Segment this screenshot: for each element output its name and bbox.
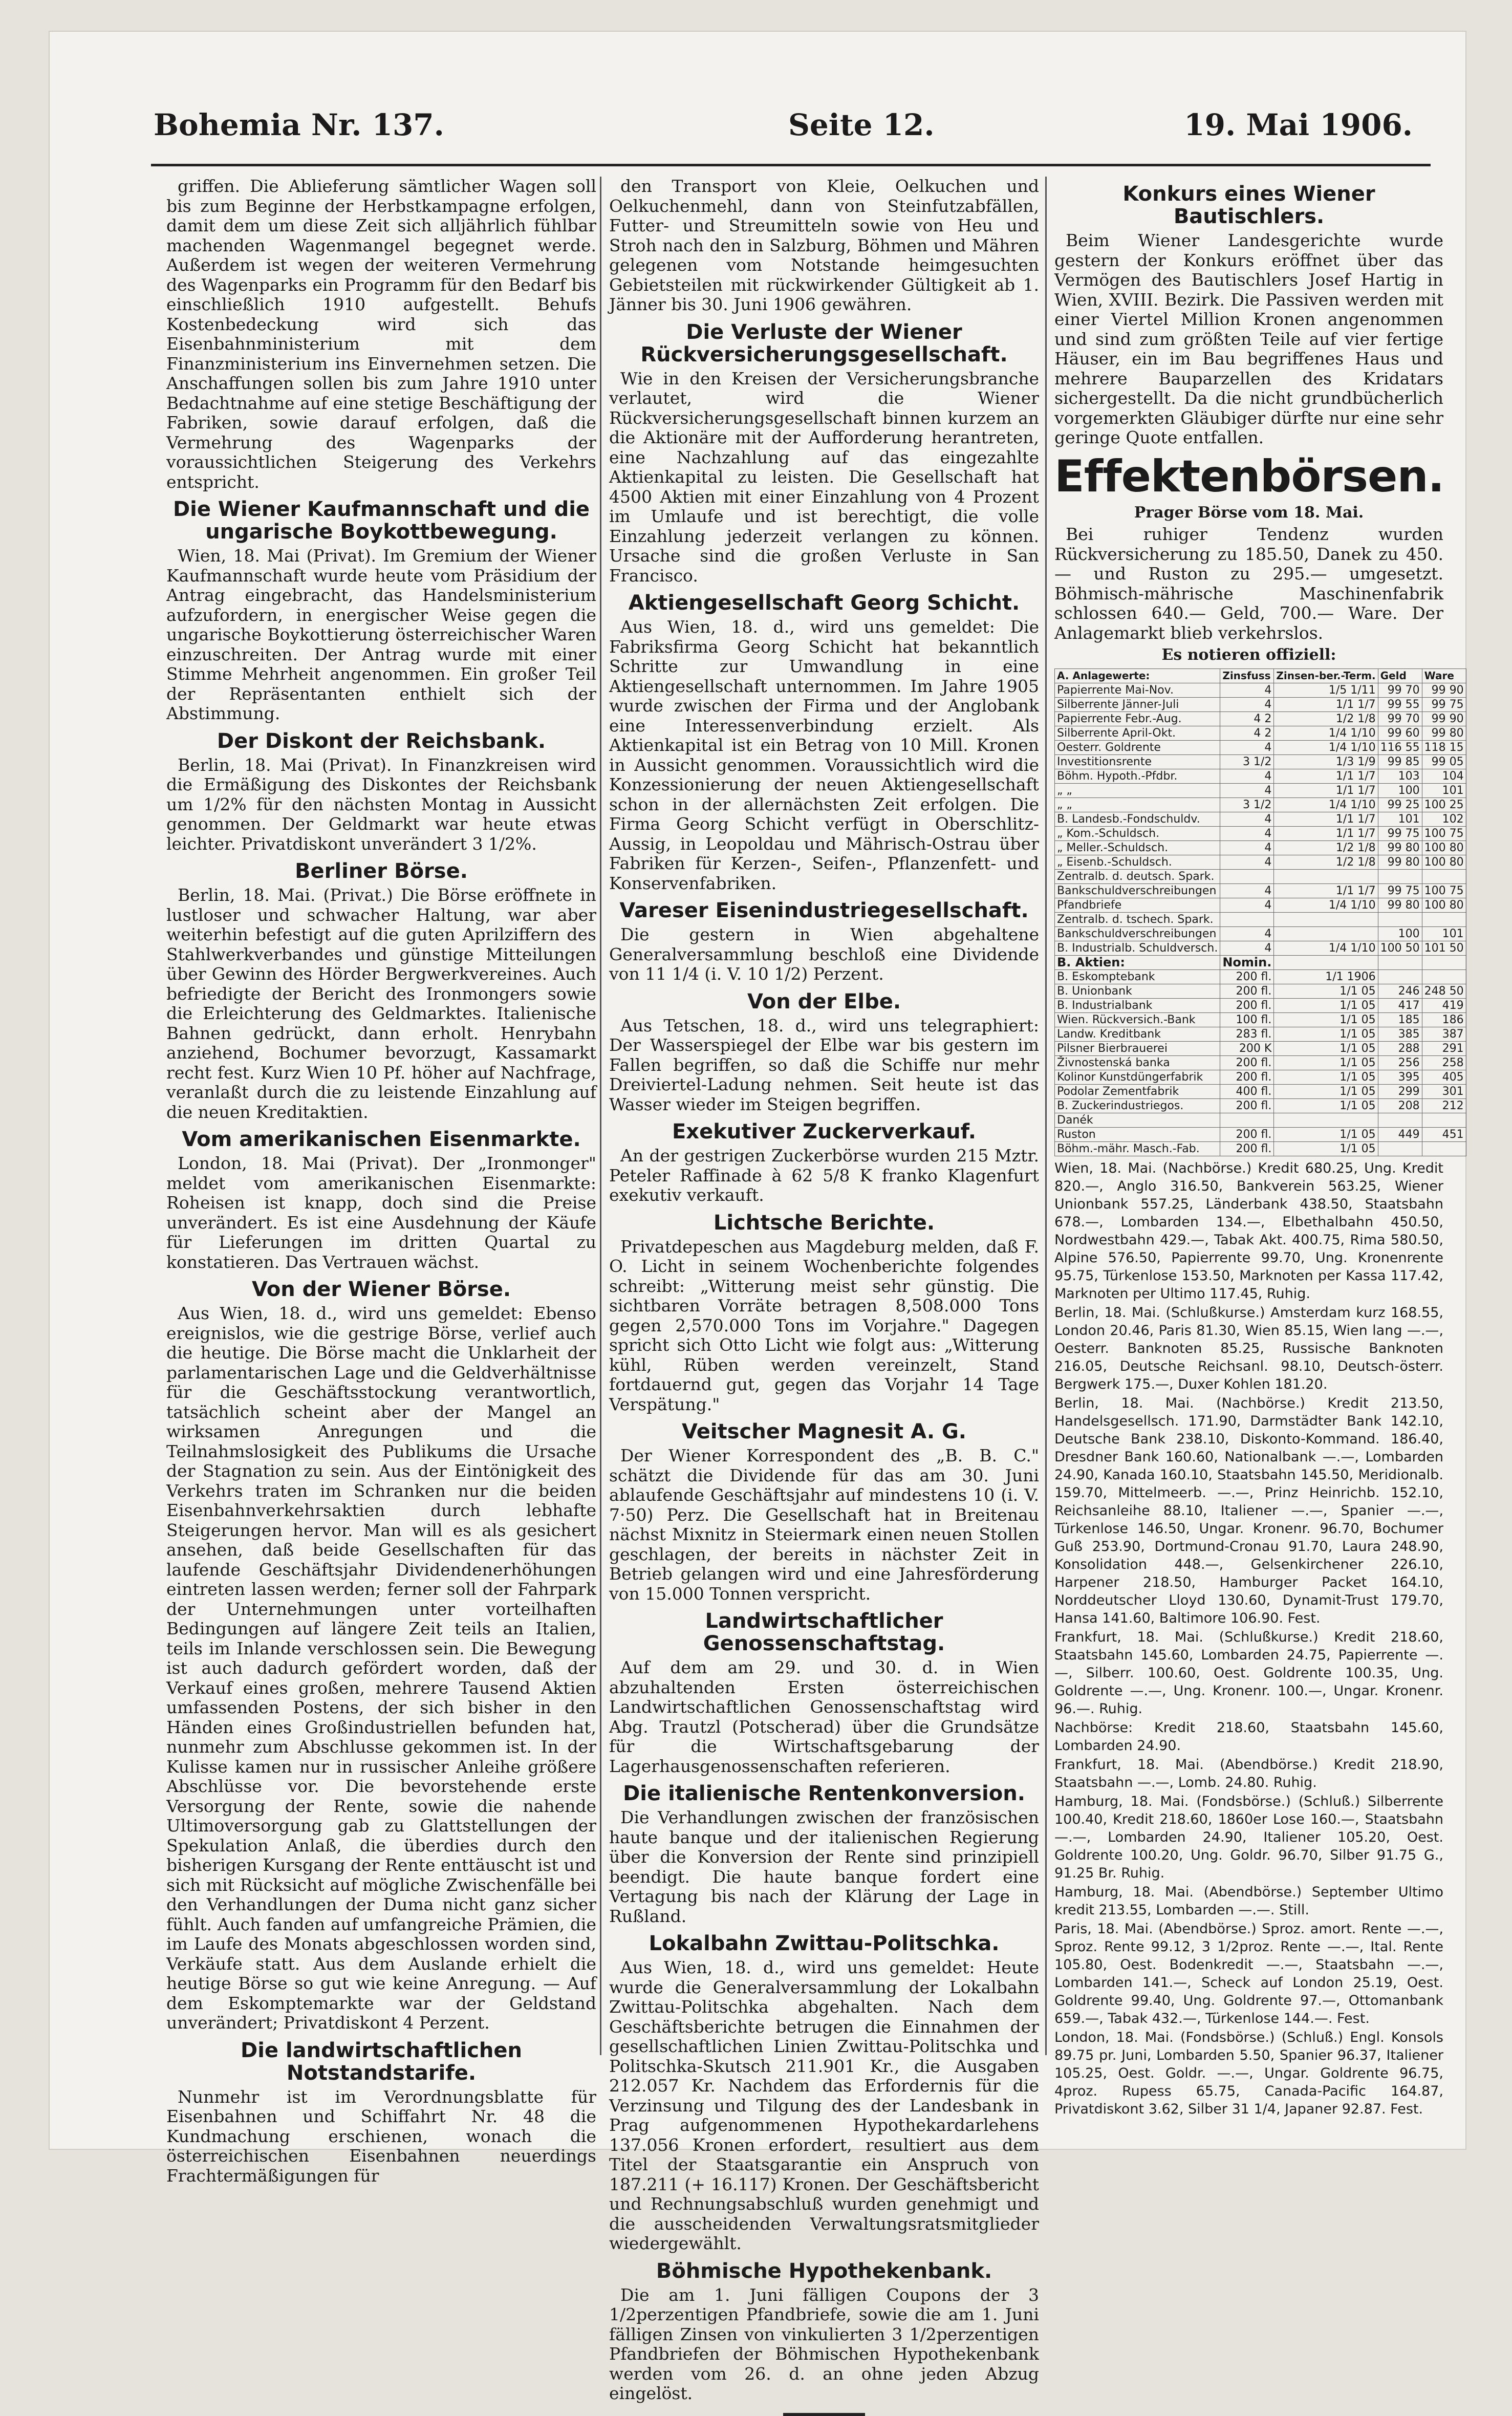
report-frankfurt-after: Nachbörse: Kredit 218.60, Staatsbahn 145.60, Lombarden 24.90. <box>1054 1719 1443 1754</box>
quotes-table <box>1054 668 1466 1156</box>
table-cell: 208 <box>1378 1098 1422 1113</box>
table-cell: 1/1 05 <box>1274 1055 1378 1070</box>
article-title: Die Verluste der Wiener Rückversicherungsgesellschaft. <box>640 320 1008 366</box>
table-cell: 100 50 <box>1378 941 1422 955</box>
table-cell <box>1220 1113 1274 1127</box>
table-cell: 99 25 <box>1378 797 1422 812</box>
table-cell: 100 80 <box>1422 840 1466 855</box>
page-header <box>154 107 1423 154</box>
table-cell: 1/1 05 <box>1274 1041 1378 1055</box>
table-cell: B. Zuckerindustriegos. <box>1055 1098 1220 1113</box>
table-cell: 1/4 1/10 <box>1274 898 1378 912</box>
official-heading: Es notieren offiziell: <box>1161 646 1336 664</box>
article-title: Berliner Börse. <box>295 859 468 883</box>
article-text: Die gestern in Wien abgehaltene Generalversammlung beschloß eine Dividende von 11 1/4 (i. V. 10 1/2) Perzent. <box>609 924 1039 984</box>
table-cell: 1/1 1/7 <box>1274 697 1378 711</box>
table-cell <box>1274 926 1378 941</box>
article-title: Vom amerikanischen Eisenmarkte. <box>182 1128 581 1151</box>
table-cell: B. Unionbank <box>1055 984 1220 998</box>
continued-article-text: griffen. Die Ablieferung sämtlicher Wagen soll bis zum Beginne der Herbstkampagne erfolgen, damit dem um diese Zeit sich alljährlich fühlbar machenden Wagenmangel begegnet werde. Außerdem ist wegen der weiteren Vermehrung des Wagenparks ein Programm für den Bedarf bis einschließlich 1910 aufgestellt. Behufs Kostenbedeckung wird sich das Eisenbahnministerium mit dem Finanzministerium ins Einvernehmen setzen. Die Anschaffungen sollen bis zum Jahre 1910 unter Bedachtnahme auf eine stetige Beschäftigung der Fabriken, sowie darauf erfolgen, daß die Vermehrung des Wagenparks der voraussichtlichen Steigerung des Verkehrs entspricht. <box>166 176 596 492</box>
table-cell: 299 <box>1378 1084 1422 1098</box>
table-cell: 387 <box>1422 1027 1466 1041</box>
table-row <box>1055 697 1466 711</box>
table-cell: 4 <box>1220 883 1274 898</box>
article-text: Beim Wiener Landesgerichte wurde gestern der Konkurs eröffnet über das Vermögen des Bautischlers Josef Hartig in Wien, XVIII. Bezirk. Die Passiven werden mit einer Viertel Million Kronen angenommen und sind zum größten Teile auf vier fertige Häuser, ein im Bau begriffenes Haus und mehrere Bauparzellen des Kridatars sichergestellt. Da die nicht grundbücherlich vorgemerkten Gläubiger dürfte nur eine sehr geringe Quote entfallen. <box>1054 230 1443 447</box>
table-cell: 100 75 <box>1422 826 1466 840</box>
table-row <box>1055 711 1466 726</box>
article-text: Aus Wien, 18. d., wird uns gemeldet: Heute wurde die Generalversammlung der Lokalbahn Zwittau-Politschka abgehalten. Nach dem Geschäftsberichte betrugen die Einnahmen der gesellschaftlichen Linien Zwittau-Politschka und Politschka-Skutsch 211.901 Kr., die Ausgaben 212.057 Kr. Nachdem das Erfordernis für die Verzinsung und Tilgung des der Landesbank in Prag aufgenommenen Hypothekardarlehens 137.056 Kronen erfordert, resultiert aus dem Titel der Staatsgarantie ein Anspruch von 187.211 (+ 16.117) Kronen. Der Geschäftsbericht und Rechnungsabschluß wurden genehmigt und die ausscheidenden Verwaltungsratsmitglieder wiedergewählt. <box>609 1957 1039 2253</box>
table-cell <box>1378 869 1422 883</box>
table-header-cell: Zinsfuss <box>1220 668 1274 683</box>
table-cell: Podolar Zementfabrik <box>1055 1084 1220 1098</box>
table-cell: 4 2 <box>1220 711 1274 726</box>
table-cell <box>1422 869 1466 883</box>
table-cell: 100 25 <box>1422 797 1466 812</box>
table-row <box>1055 740 1466 754</box>
table-cell: 4 <box>1220 812 1274 826</box>
table-cell: 99 70 <box>1378 683 1422 697</box>
table-cell: 200 fl. <box>1220 998 1274 1012</box>
table-cell <box>1274 1113 1378 1127</box>
masthead-issue: Bohemia Nr. 137. <box>154 107 444 142</box>
table-cell: 4 <box>1220 941 1274 955</box>
table-cell: 116 55 <box>1378 740 1422 754</box>
table-cell: Zentralb. d. tschech. Spark. <box>1055 912 1220 926</box>
table-cell: 99 80 <box>1378 840 1422 855</box>
issue-date: 19. Mai 1906. <box>1184 107 1413 142</box>
article-title: Böhmische Hypothekenbank. <box>656 2259 992 2283</box>
column-3 <box>1054 177 1464 2117</box>
table-cell: 4 <box>1220 697 1274 711</box>
table-cell: 99 60 <box>1378 726 1422 740</box>
table-cell: 4 <box>1220 783 1274 797</box>
table-cell: B. Industrialbank <box>1055 998 1220 1012</box>
article-title: Von der Wiener Börse. <box>251 1278 511 1301</box>
table-row <box>1055 869 1466 883</box>
table-row <box>1055 912 1466 926</box>
table-cell: 451 <box>1422 1127 1466 1141</box>
table-cell: 1/1 05 <box>1274 1141 1378 1156</box>
table-cell: 1/1 1/7 <box>1274 783 1378 797</box>
table-cell: 1/4 1/10 <box>1274 740 1378 754</box>
table-section-col: Nomin. <box>1220 955 1274 969</box>
table-header-cell: A. Anlagewerte: <box>1055 668 1220 683</box>
end-rule <box>783 2413 865 2416</box>
table-cell: 400 fl. <box>1220 1084 1274 1098</box>
table-cell: 200 fl. <box>1220 1098 1274 1113</box>
table-cell: 395 <box>1378 1070 1422 1084</box>
table-cell: Zentralb. d. deutsch. Spark. <box>1055 869 1220 883</box>
table-cell: 248 50 <box>1422 984 1466 998</box>
table-cell <box>1378 1141 1422 1156</box>
table-cell: 419 <box>1422 998 1466 1012</box>
article-text: Aus Wien, 18. d., wird uns gemeldet: Die Fabriksfirma Georg Schicht hat bekanntlich Schritte zur Umwandlung in eine Aktiengesellschaft unternommen. Im Jahre 1905 wurde zwischen der Firma und der Anglobank eine Interessenverbindung erzielt. Als Aktienkapital ist ein Betrag von 10 Mill. Kronen in Aussicht genommen. Voraussichtlich wird die Konzessionierung der neuen Aktiengesellschaft schon in der allernächsten Zeit erfolgen. Die Firma Georg Schicht verfügt in Oberschlitz-Aussig, in Leopoldau und Mährisch-Ostrau über Fabriken für Kerzen-, Seifen-, Pflanzenfett- und Konservenfabriken. <box>609 617 1039 893</box>
table-cell: 1/5 1/11 <box>1274 683 1378 697</box>
article-text: Wie in den Kreisen der Versicherungsbranche verlautet, wird die Wiener Rückversicherungsgesellschaft binnen kurzem an die Aktionäre mit der Aufforderung herantreten, eine Nachzahlung auf das eingezahlte Aktienkapital zu leisten. Die Gesellschaft hat 4500 Aktien mit einer Einzahlung von 4 Prozent im Umlaufe und ist berechtigt, die volle Einzahlung jederzeit verlangen zu können. Ursache sind die großen Verluste in San Francisco. <box>609 368 1039 586</box>
report-london: London, 18. Mai. (Fondsbörse.) (Schluß.) Engl. Konsols 89.75 pr. Juni, Lombarden 5.50, Spanier 96.37, Italiener 105.25, Oest. Goldr. —.—, Ungar. Goldrente 96.75, 4proz. Rupess 65.75, Canada-Pacific 164.87, Privatdiskont 3.62, Silber 31 1/4, Japaner 92.87. Fest. <box>1054 2029 1443 2117</box>
article-title: Vareser Eisenindustriegesellschaft. <box>619 899 1029 922</box>
table-cell: 1/1 1/7 <box>1274 883 1378 898</box>
table-row <box>1055 969 1466 984</box>
table-row <box>1055 797 1466 812</box>
table-cell: 200 K <box>1220 1041 1274 1055</box>
table-cell: 1/1 05 <box>1274 1084 1378 1098</box>
table-row <box>1055 1127 1466 1141</box>
table-cell: 185 <box>1378 1012 1422 1027</box>
table-row <box>1055 840 1466 855</box>
header-rule <box>151 164 1431 166</box>
table-cell <box>1220 912 1274 926</box>
table-cell: 1/1 1906 <box>1274 969 1378 984</box>
table-cell: 4 <box>1220 898 1274 912</box>
table-row <box>1055 883 1466 898</box>
table-row <box>1055 826 1466 840</box>
table-cell: 99 75 <box>1378 826 1422 840</box>
table-cell: 258 <box>1422 1055 1466 1070</box>
article-text: Auf dem am 29. und 30. d. in Wien abzuhaltenden Ersten österreichischen Landwirtschaftlichen Genossenschaftstag wird Abg. Trautzl (Potscherad) über die Grundsätze für die Wirtschaftsgebarung der Lagerhausgenossenschaften referieren. <box>609 1657 1039 1776</box>
table-cell: 104 <box>1422 769 1466 783</box>
table-cell: 186 <box>1422 1012 1466 1027</box>
table-cell <box>1220 869 1274 883</box>
table-row <box>1055 1055 1466 1070</box>
table-row <box>1055 726 1466 740</box>
table-cell: 288 <box>1378 1041 1422 1055</box>
table-row <box>1055 783 1466 797</box>
article-text: Berlin, 18. Mai (Privat). In Finanzkreisen wird die Ermäßigung des Diskontes der Reichsbank um 1/2% für den nächsten Montag in Aussicht genommen. Der Geldmarkt war heute etwas leichter. Privatdiskont unverändert 3 1/2%. <box>166 754 596 854</box>
table-cell: Pilsner Bierbrauerei <box>1055 1041 1220 1055</box>
page-number: Seite 12. <box>788 107 935 142</box>
table-cell: Silberrente Jänner-Juli <box>1055 697 1220 711</box>
article-text: London, 18. Mai (Privat). Der „Ironmonger" meldet vom amerikanischen Eisenmarkte: Roheisen ist knapp, doch sind die Preise unverändert. Es ist eine Ausdehnung der Käufe für Lieferungen im dritten Quartal zu konstatieren. Das Vertrauen wächst. <box>166 1153 596 1272</box>
table-cell: Pfandbriefe <box>1055 898 1220 912</box>
table-cell: „ Kom.-Schuldsch. <box>1055 826 1220 840</box>
table-row <box>1055 1113 1466 1127</box>
table-cell: 3 1/2 <box>1220 797 1274 812</box>
prague-heading: Prager Börse vom 18. Mai. <box>1134 503 1364 522</box>
table-row <box>1055 941 1466 955</box>
table-cell: 3 1/2 <box>1220 754 1274 769</box>
table-cell: 1/2 1/8 <box>1274 840 1378 855</box>
table-section-row <box>1055 955 1466 969</box>
table-cell: Bankschuldverschreibungen <box>1055 883 1220 898</box>
table-cell <box>1274 869 1378 883</box>
shares-rows <box>1055 969 1466 1156</box>
table-cell: 301 <box>1422 1084 1466 1098</box>
column-2 <box>609 176 1039 2403</box>
article-title: Exekutiver Zuckerverkauf. <box>672 1120 976 1144</box>
table-cell: „ „ <box>1055 797 1220 812</box>
article-text: Nunmehr ist im Verordnungsblatte für Eisenbahnen und Schiffahrt Nr. 48 die Kundmachung erschienen, wonach die österreichischen Eisenbahnen neuerdings Frachtermäßigungen für <box>166 2086 596 2186</box>
table-cell: Böhm.-mähr. Masch.-Fab. <box>1055 1141 1220 1156</box>
table-cell: 4 <box>1220 855 1274 869</box>
table-cell: 212 <box>1422 1098 1466 1113</box>
table-cell: 1/3 1/9 <box>1274 754 1378 769</box>
article-title: Konkurs eines Wiener Bautischlers. <box>1122 182 1375 228</box>
table-cell <box>1378 1113 1422 1127</box>
table-cell: 4 <box>1220 840 1274 855</box>
article-title: Lichtsche Berichte. <box>713 1211 935 1235</box>
table-cell <box>1378 912 1422 926</box>
table-cell: Danék <box>1055 1113 1220 1127</box>
table-cell <box>1422 912 1466 926</box>
table-cell: 200 fl. <box>1220 1141 1274 1156</box>
table-cell: 4 <box>1220 683 1274 697</box>
table-cell: 291 <box>1422 1041 1466 1055</box>
report-hamburg-evening: Hamburg, 18. Mai. (Abendbörse.) September Ultimo kredit 213.55, Lombarden —.—. Still. <box>1054 1884 1443 1918</box>
table-cell: 99 80 <box>1378 855 1422 869</box>
table-cell: „ Meller.-Schuldsch. <box>1055 840 1220 855</box>
table-cell: 100 75 <box>1422 883 1466 898</box>
article-text: Berlin, 18. Mai. (Privat.) Die Börse eröffnete in lustloser und schwacher Haltung, war aber weiterhin befestigt auf die guten Aprilziffern des Stahlwerkverbandes und günstige Mitteilungen über Gewinn des Hörder Bergwerkvereines. Auch befriedigte der Bericht des Ironmongers sowie die Erleichterung des Geldmarktes. Italienische Bahnen gedrückt, dann erholt. Henrybahn anziehend, Bochumer bevorzugt, Kassamarkt recht fest. Kurz Wien 10 Pf. höher auf Nachfrage, veranlaßt durch die zu leistende Einzahlung auf die neuen Kreditaktien. <box>166 885 596 1122</box>
article-title: Aktiengesellschaft Georg Schicht. <box>628 591 1020 615</box>
table-cell: B. Landesb.-Fondschuldv. <box>1055 812 1220 826</box>
table-cell: 200 fl. <box>1220 969 1274 984</box>
table-row <box>1055 1098 1466 1113</box>
table-cell: „ „ <box>1055 783 1220 797</box>
table-row <box>1055 984 1466 998</box>
bonds-rows <box>1055 683 1466 955</box>
table-cell: 102 <box>1422 812 1466 826</box>
table-cell: 246 <box>1378 984 1422 998</box>
article-text: Aus Tetschen, 18. d., wird uns telegraphiert: Der Wasserspiegel der Elbe war bis gestern im Fallen begriffen, so daß die Schiffe nur mehr Dreiviertel-Ladung nehmen. Seit heute ist das Wasser wieder im Steigen begriffen. <box>609 1015 1039 1114</box>
table-cell: 99 80 <box>1378 898 1422 912</box>
article-title: Der Diskont der Reichsbank. <box>217 729 546 753</box>
column-1 <box>166 176 596 2186</box>
table-section-label: B. Aktien: <box>1055 955 1220 969</box>
table-cell: 1/1 05 <box>1274 984 1378 998</box>
table-cell: Živnostenská banka <box>1055 1055 1220 1070</box>
article-text: Die Verhandlungen zwischen der französischen haute banque und der italienischen Regierung über die Konversion der Rente sind prinzipiell beendigt. Die haute banque fordert eine Vertagung bis nach der Klärung der Lage in Rußland. <box>609 1807 1039 1926</box>
table-cell: 99 55 <box>1378 697 1422 711</box>
report-berlin-after: Berlin, 18. Mai. (Nachbörse.) Kredit 213.50, Handelsgesellsch. 171.90, Darmstädter Bank 142.10, Deutsche Bank 238.10, Diskonto-Kommand. 186.40, Dresdner Bank 160.60, Nationalbank —.—, Lombarden 24.90, Kanada 160.10, Staatsbahn 145.50, Meridionalb. 159.70, Mittelmeerb. —.—, Prinz Heinrichb. 152.10, Reichsanleihe 88.10, Italiener —.—, Spanier —.—, Türkenlose 146.50, Ungar. Kronenr. 96.70, Bochumer Guß 253.90, Dortmund-Cronau 91.70, Laura 248.90, Konsolidation 448.—, Gelsenkirchener 226.10, Harpener 218.50, Hamburger Packet 164.10, Norddeutscher Lloyd 130.60, Dynamit-Trust 179.70, Hansa 141.60, Baltimore 106.90. Fest. <box>1054 1395 1443 1626</box>
article-title: Die italienische Rentenkonversion. <box>623 1782 1025 1805</box>
table-cell: 385 <box>1378 1027 1422 1041</box>
table-cell: 118 15 <box>1422 740 1466 754</box>
table-cell: 103 <box>1378 769 1422 783</box>
article-text: Der Wiener Korrespondent des „B. B. C." schätzt die Dividende für das am 30. Juni ablaufende Geschäftsjahr auf mindestens 10 (i. V. 7·50) Perz. Die Gesellschaft hat in Breitenau nächst Mixnitz in Steiermark einen neuen Stollen geschlagen, der bereits in nächster Zeit in Betrieb gelangen wird und eine Jahresförderung von 15.000 Tonnen verspricht. <box>609 1446 1039 1604</box>
table-cell: 4 <box>1220 926 1274 941</box>
table-cell: 1/1 05 <box>1274 1070 1378 1084</box>
table-row <box>1055 1141 1466 1156</box>
table-cell: 1/2 1/8 <box>1274 855 1378 869</box>
table-cell: 4 <box>1220 740 1274 754</box>
table-row <box>1055 1070 1466 1084</box>
report-frankfurt-close: Frankfurt, 18. Mai. (Schlußkurse.) Kredit 218.60, Staatsbahn 145.60, Lombarden 24.75, Papierrente —.—, Silberr. 100.60, Oest. Goldrente 100.35, Ung. Goldrente —.—, Ung. Kronenr. 100.—, Ungar. Kronenr. 96.—. Ruhig. <box>1054 1629 1443 1717</box>
table-cell <box>1274 912 1378 926</box>
table-cell: 99 05 <box>1422 754 1466 769</box>
table-cell: Silberrente April-Okt. <box>1055 726 1220 740</box>
table-cell: Papierrente Febr.-Aug. <box>1055 711 1220 726</box>
table-cell: 1/4 1/10 <box>1274 726 1378 740</box>
table-row <box>1055 812 1466 826</box>
table-cell <box>1422 1141 1466 1156</box>
table-cell: Bankschuldverschreibungen <box>1055 926 1220 941</box>
table-cell: Papierrente Mai-Nov. <box>1055 683 1220 697</box>
table-cell: Wien. Rückversich.-Bank <box>1055 1012 1220 1027</box>
table-cell: 4 <box>1220 769 1274 783</box>
table-row <box>1055 998 1466 1012</box>
table-cell: Oesterr. Goldrente <box>1055 740 1220 754</box>
table-cell: 1/1 1/7 <box>1274 826 1378 840</box>
table-cell: 100 <box>1378 783 1422 797</box>
table-cell: 200 fl. <box>1220 1070 1274 1084</box>
table-cell: B. Eskomptebank <box>1055 969 1220 984</box>
article-text: An der gestrigen Zuckerbörse wurden 215 Mztr. Peteler Raffinade à 62 5/8 K franko Klagenfurt exekutiv verkauft. <box>609 1146 1039 1205</box>
table-cell: 4 <box>1220 826 1274 840</box>
table-cell: 99 75 <box>1422 697 1466 711</box>
table-cell: 1/2 1/8 <box>1274 711 1378 726</box>
report-paris: Paris, 18. Mai. (Abendbörse.) Sproz. amort. Rente —.—, Sproz. Rente 99.12, 3 1/2proz. Rente —.—, Ital. Rente 105.80, Oest. Bodenkredit —.—, Staatsbahn —.—, Lombarden 141.—, Scheck auf London 25.19, Oest. Goldrente 99.40, Ung. Goldrente 97.—, Ottomanbank 659.—, Tabak 432.—, Türkenlose 144.—. Fest. <box>1054 1921 1443 2026</box>
table-cell: 101 50 <box>1422 941 1466 955</box>
column-divider-1 <box>600 177 601 2055</box>
table-cell: 405 <box>1422 1070 1466 1084</box>
table-cell: 100 fl. <box>1220 1012 1274 1027</box>
table-header-cell: Ware <box>1422 668 1466 683</box>
table-row <box>1055 926 1466 941</box>
report-hamburg-funds: Hamburg, 18. Mai. (Fondsbörse.) (Schluß.) Silberrente 100.40, Kredit 218.60, 1860er Lose 160.—, Staatsbahn —.—, Lombarden 24.90, Italiener 105.20, Oest. Goldrente 100.20, Ung. Goldr. 96.70, Silber 91.75 G., 91.25 Br. Ruhig. <box>1054 1793 1443 1881</box>
prague-report: Bei ruhiger Tendenz wurden Rückversicherung zu 185.50, Danek zu 450.— und Ruston zu 295.— umgesetzt. Böhmisch-mährische Maschinenfabrik schlossen 640.— Geld, 700.— Ware. Der Anlagemarkt blieb verkehrslos. <box>1054 524 1443 643</box>
table-cell: 101 <box>1378 812 1422 826</box>
article-title: Die landwirtschaftlichen Notstandstarife. <box>240 2038 523 2085</box>
table-cell: 99 70 <box>1378 711 1422 726</box>
table-row <box>1055 769 1466 783</box>
table-row <box>1055 754 1466 769</box>
article-title: Von der Elbe. <box>747 989 901 1013</box>
table-row <box>1055 1012 1466 1027</box>
table-cell: 200 fl. <box>1220 1127 1274 1141</box>
table-cell: 1/1 1/7 <box>1274 769 1378 783</box>
table-cell: „ Eisenb.-Schuldsch. <box>1055 855 1220 869</box>
table-row <box>1055 1027 1466 1041</box>
article-text: Privatdepeschen aus Magdeburg melden, daß F. O. Licht in seinem Wochenberichte folgendes schreibt: „Witterung meist sehr günstig. Die sichtbaren Vorräte betragen 8,508.000 Tons gegen 2,570.000 Tons im Vorjahre." Dagegen spricht sich Otto Licht wie folgt aus: „Witterung kühl, Rüben werden vereinzelt, Stand fortdauernd gut, gegen das Vorjahr 14 Tage Verspätung." <box>609 1236 1039 1414</box>
table-cell: Ruston <box>1055 1127 1220 1141</box>
table-cell: 100 80 <box>1422 898 1466 912</box>
table-cell: 256 <box>1378 1055 1422 1070</box>
table-cell: 99 90 <box>1422 711 1466 726</box>
table-cell: 99 80 <box>1422 726 1466 740</box>
table-row <box>1055 898 1466 912</box>
quotes-table-header <box>1055 668 1466 683</box>
article-title: Lokalbahn Zwittau-Politschka. <box>649 1932 1000 1955</box>
table-cell: 1/1 05 <box>1274 1027 1378 1041</box>
table-cell: 99 85 <box>1378 754 1422 769</box>
table-header-cell: Zinsen-ber.-Term. <box>1274 668 1378 683</box>
table-cell: 200 fl. <box>1220 1055 1274 1070</box>
article-title: Landwirtschaftlicher Genossenschaftstag. <box>703 1609 945 1655</box>
article-text: Aus Wien, 18. d., wird uns gemeldet: Ebenso ereignislos, wie die gestrige Börse, verlief auch die heutige. Die Börse macht die Unklarheit der parlamentarischen Lage und die Geldverhältnisse für die Geschäftsstockung verantwortlich, tatsächlich scheint aber der Mangel an wirksamen Anregungen und die Teilnahmslosigkeit des Publikums die Ursache der Stagnation zu sein. Aus der Eintönigkeit des Verkehrs traten im Schranken nur die beiden Eisenbahnverkehrsaktien durch lebhafte Steigerungen hervor. Man will es als gesichert ansehen, daß beide Gesellschaften für das laufende Geschäftsjahr Dividendenerhöhungen eintreten lassen werden; ferner soll der Fahrpark der Unternehmungen unter vorteilhaften Bedingungen auf längere Zeit teils an Italien, teils im Inlande verschlossen sein. Die Bewegung ist auch dadurch gefördert worden, daß der Verkauf eines großen, mehrere Tausend Aktien umfassenden Postens, der sich bisher in den Händen eines Großindustriellen befunden hat, nunmehr zum Abschlusse gekommen ist. In der Kulisse kamen nur in russischer Anleihe größere Abschlüsse vor. Die bevorstehende erste Versorgung der Rente, sowie die nahende Ultimoversorgung gab zu Glattstellungen der Spekulation Anlaß, die überdies durch den bisherigen Kursgang der Rente enttäuscht ist und sich mit Rücksicht auf mögliche Zwischenfälle bei den Verhandlungen der Duma nicht ganz sicher fühlt. Auch fanden auf umfangreiche Prämien, die im Laufe des Monats abgeschlossen worden sind, Verkäufe statt. Aus dem Auslande erhielt die heutige Börse so gut wie keine Anregung. — Auf dem Eskomptemarkte war der Geldstand unverändert; Privatdiskont 4 Perzent. <box>166 1303 596 2033</box>
table-cell: 1/4 1/10 <box>1274 941 1378 955</box>
table-cell: 283 fl. <box>1220 1027 1274 1041</box>
column-divider-2 <box>1045 177 1047 2055</box>
table-cell: Böhm. Hypoth.-Pfdbr. <box>1055 769 1220 783</box>
report-wien: Wien, 18. Mai. (Nachbörse.) Kredit 680.25, Ung. Kredit 820.—, Anglo 316.50, Bankverein 563.25, Wiener Unionbank 557.25, Länderbank 438.50, Staatsbahn 678.—, Lombarden 134.—, Elbethalbahn 450.50, Nordwestbahn 429.—, Tabak Akt. 400.75, Rima 580.50, Alpine 576.50, Papierrente 99.70, Ung. Kronenrente 95.75, Türkenlose 153.50, Marknoten per Kassa 117.42, Marknoten per Ultimo 117.45, Ruhig. <box>1054 1160 1443 1302</box>
table-cell <box>1422 1113 1466 1127</box>
table-cell: 200 fl. <box>1220 984 1274 998</box>
table-cell: 100 <box>1378 926 1422 941</box>
table-cell: B. Industrialb. Schuldversch. <box>1055 941 1220 955</box>
table-cell <box>1422 969 1466 984</box>
report-frankfurt-evening: Frankfurt, 18. Mai. (Abendbörse.) Kredit 218.90, Staatsbahn —.—, Lomb. 24.80. Ruhig. <box>1054 1756 1443 1791</box>
article-title: Die Wiener Kaufmannschaft und die ungarische Boykottbewegung. <box>172 498 590 544</box>
table-cell: Kolinor Kunstdüngerfabrik <box>1055 1070 1220 1084</box>
report-berlin-close: Berlin, 18. Mai. (Schlußkurse.) Amsterdam kurz 168.55, London 20.46, Paris 81.30, Wien 85.15, Wien lang —.—, Oesterr. Banknoten 85.25, Russische Banknoten 216.05, Deutsche Reichsanl. 98.10, Deutsch-österr. Bergwerk 175.—, Duxer Kohlen 181.20. <box>1054 1304 1443 1392</box>
table-cell <box>1378 969 1422 984</box>
table-cell: 99 90 <box>1422 683 1466 697</box>
table-cell: Investitionsrente <box>1055 754 1220 769</box>
table-cell: 100 80 <box>1422 855 1466 869</box>
table-cell: 101 <box>1422 783 1466 797</box>
table-cell: 99 75 <box>1378 883 1422 898</box>
section-title: Effektenbörsen. <box>1054 450 1444 502</box>
table-cell: Landw. Kreditbank <box>1055 1027 1220 1041</box>
table-row <box>1055 683 1466 697</box>
table-cell: 1/4 1/10 <box>1274 797 1378 812</box>
continued-article-text: den Transport von Kleie, Oelkuchen und Oelkuchenmehl, dann von Steinfutzabfällen, Futter- und Streumitteln sowie von Heu und Stroh nach den in Salzburg, Böhmen und Mähren gelegenen vom Notstande heimgesuchten Gebietsteilen mit rückwirkender Gültigkeit ab 1. Jänner bis 30. Juni 1906 gewähren. <box>609 176 1039 314</box>
table-cell: 1/1 05 <box>1274 1127 1378 1141</box>
article-text: Wien, 18. Mai (Privat). Im Gremium der Wiener Kaufmannschaft wurde heute vom Präsidium der Antrag eingebracht, das Handelsministerium aufzufordern, in energischer Weise gegen die ungarische Boykottierung österreichischer Waren einzuschreiten. Der Antrag wurde mit einer Stimme Mehrheit angenommen. Ein großer Teil der Repräsentanten enthielt sich der Abstimmung. <box>166 546 596 723</box>
table-row <box>1055 1041 1466 1055</box>
table-cell: 1/1 1/7 <box>1274 812 1378 826</box>
table-row <box>1055 855 1466 869</box>
market-reports <box>1054 1159 1443 2118</box>
table-cell: 1/1 05 <box>1274 1098 1378 1113</box>
article-text: Die am 1. Juni fälligen Coupons der 3 1/2perzentigen Pfandbriefe, sowie die am 1. Juni fälligen Zinsen von vinkulierten 3 1/2perzentigen Pfandbriefen der Böhmischen Hypothekenbank werden vom 26. d. an ohne jeden Abzug eingelöst. <box>609 2284 1039 2403</box>
article-title: Veitscher Magnesit A. G. <box>682 1420 966 1443</box>
table-cell: 1/1 05 <box>1274 1012 1378 1027</box>
table-cell: 417 <box>1378 998 1422 1012</box>
table-cell: 449 <box>1378 1127 1422 1141</box>
table-row <box>1055 1084 1466 1098</box>
table-cell: 4 2 <box>1220 726 1274 740</box>
table-header-cell: Geld <box>1378 668 1422 683</box>
table-cell: 1/1 05 <box>1274 998 1378 1012</box>
table-cell: 101 <box>1422 926 1466 941</box>
